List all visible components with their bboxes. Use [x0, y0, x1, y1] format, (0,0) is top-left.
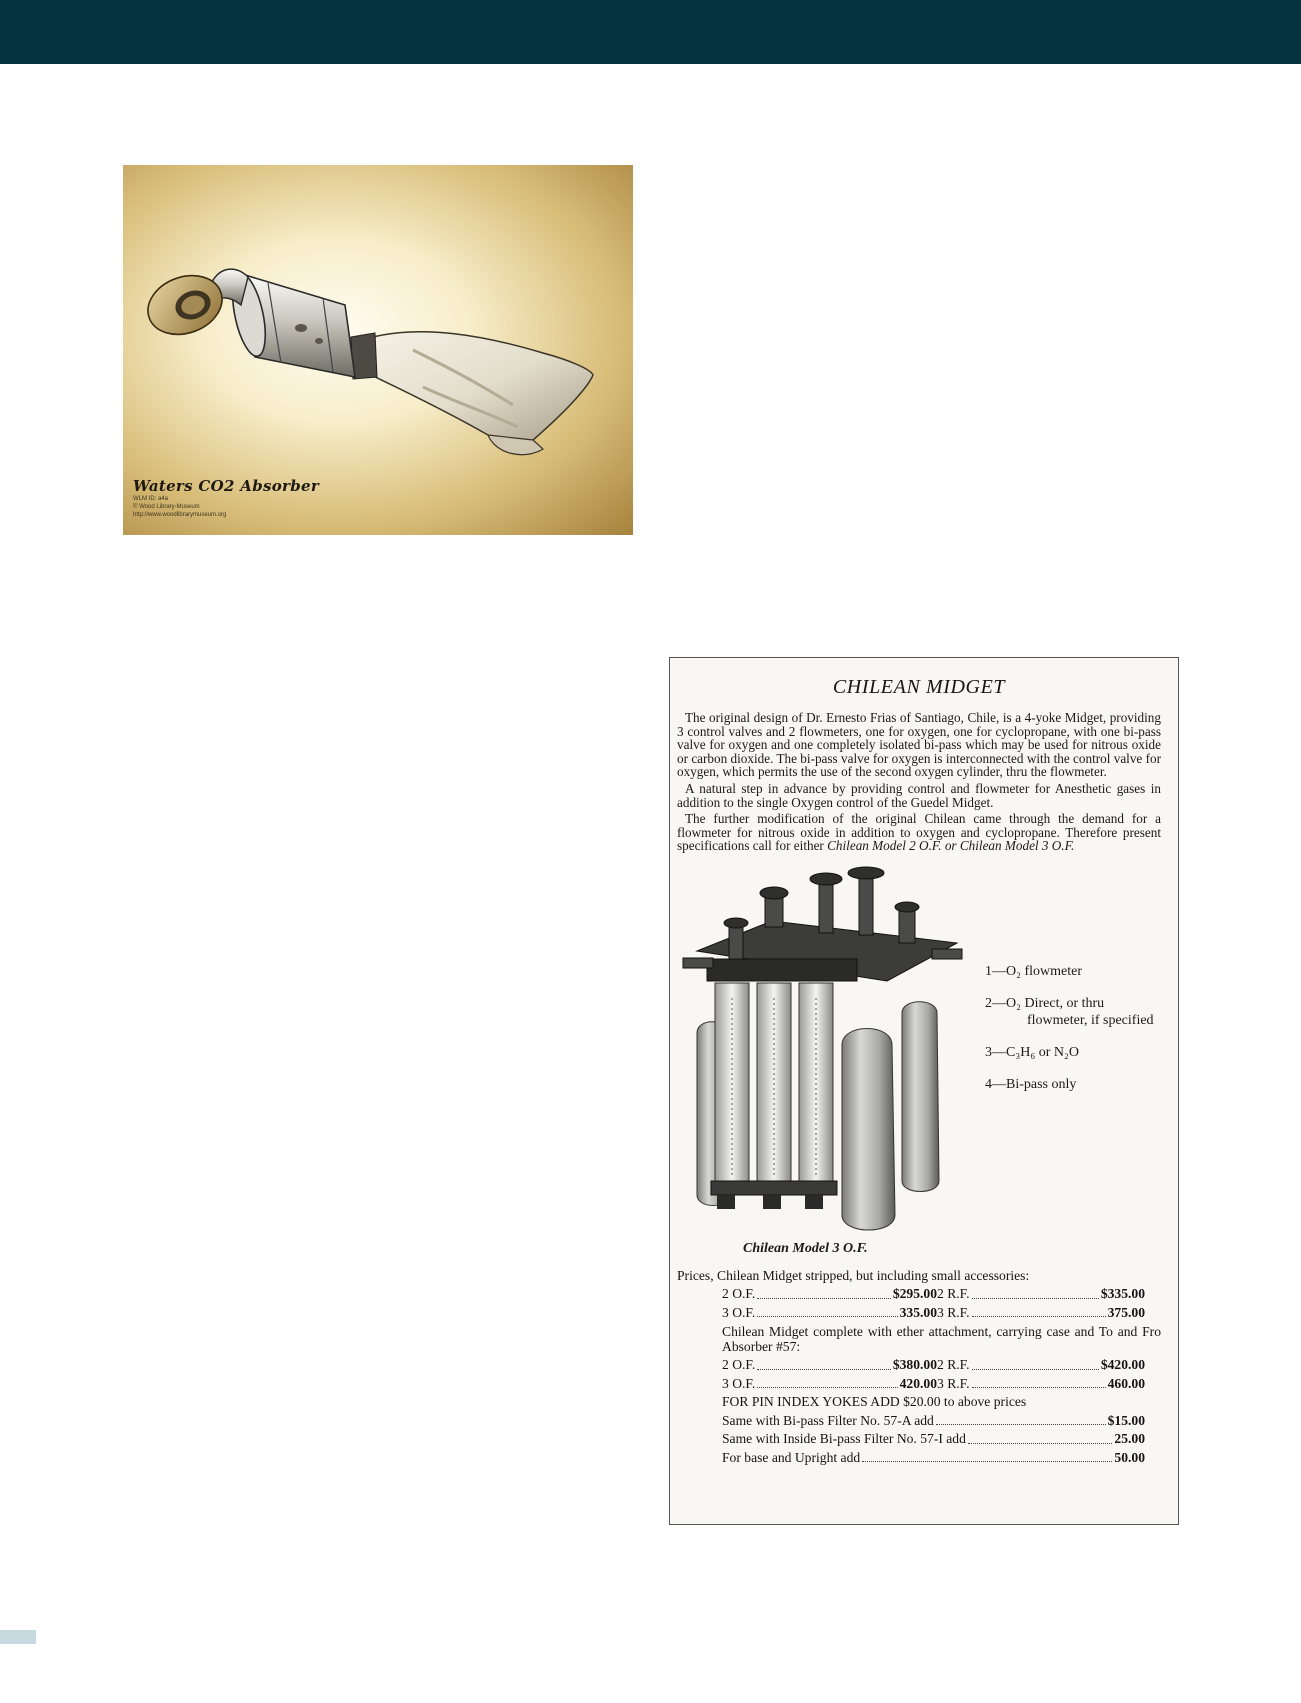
extra-row	[677, 1430, 1145, 1449]
illustration-meta-copyright: © Wood Library-Museum	[133, 504, 200, 510]
pin-index-text: FOR PIN INDEX YOKES ADD $20.00 to above prices	[722, 1394, 1027, 1410]
extra-label: Same with Inside Bi-pass Filter No. 57-I add	[722, 1431, 966, 1447]
price-row	[677, 1304, 1161, 1323]
price-value: $380.00	[892, 1357, 937, 1373]
extra-label: For base and Upright add	[722, 1449, 861, 1465]
catalog-title: CHILEAN MIDGET	[832, 676, 1006, 698]
header-bar	[0, 0, 1301, 64]
extra-value: 50.00	[1114, 1449, 1145, 1465]
figure-legend	[985, 963, 1155, 1108]
pin-index-note	[677, 1393, 1145, 1412]
extra-row	[677, 1449, 1145, 1468]
legend-item: 2—O₂ Direct, or thru flowmeter, if specified	[985, 995, 1154, 1028]
catalog-paragraph-text: The further modification of the original Chilean came through the demand for a flowmeter for nitrous oxide in addition to oxygen and cyclopropane. Therefore present specifications call for either	[677, 811, 1161, 854]
price-label: 3 R.F.	[937, 1375, 970, 1391]
price-row	[677, 1356, 1161, 1375]
chilean-midget-drawing	[677, 863, 977, 1243]
catalog-page	[669, 657, 1179, 1525]
price-label: 2 R.F.	[937, 1286, 970, 1302]
illustration-meta-id: WLM ID: a4a	[133, 496, 169, 502]
machine-figure	[677, 863, 1161, 1265]
price-label: 2 R.F.	[937, 1357, 970, 1373]
prices-intro: Prices, Chilean Midget stripped, but including small accessories:	[677, 1267, 1030, 1283]
price-label: 2 O.F.	[722, 1357, 756, 1373]
legend-item: 3—C₃H₆ or N₂O	[985, 1044, 1079, 1060]
price-label: 3 O.F.	[722, 1375, 756, 1391]
extra-value: 25.00	[1114, 1431, 1145, 1447]
price-list	[677, 1267, 1161, 1468]
figure-caption: Chilean Model 3 O.F.	[743, 1240, 868, 1256]
price-label: 2 O.F.	[722, 1286, 756, 1302]
catalog-paragraph: A natural step in advance by providing control and flowmeter for Anesthetic gases in addition to the single Oxygen control of the Guedel Midget.	[677, 780, 1161, 810]
page-corner-tab	[0, 1630, 36, 1644]
price-value: 375.00	[1107, 1304, 1145, 1320]
catalog-model-names: Chilean Model 2 O.F. or Chilean Model 3 O.F.	[827, 838, 1075, 854]
legend-item: 1—O₂ flowmeter	[985, 963, 1083, 979]
price-value: $295.00	[892, 1286, 937, 1302]
price-value: 420.00	[899, 1375, 937, 1391]
price-label: 3 R.F.	[937, 1304, 970, 1320]
catalog-paragraph	[677, 812, 1161, 853]
price-row	[677, 1375, 1161, 1394]
price-value: $335.00	[1100, 1286, 1145, 1302]
extra-row	[677, 1412, 1145, 1431]
illustration-meta-url: http://www.woodlibrarymuseum.org	[133, 512, 227, 518]
illustration-waters-absorber	[123, 165, 633, 535]
legend-item: 4—Bi-pass only	[985, 1076, 1077, 1092]
price-value: $420.00	[1100, 1357, 1145, 1373]
complete-note: Chilean Midget complete with ether attachment, carrying case and To and Fro Absorber #57:	[722, 1324, 1161, 1355]
illustration-caption	[133, 477, 319, 519]
price-value: 335.00	[899, 1304, 937, 1320]
extra-label: Same with Bi-pass Filter No. 57-A add	[722, 1412, 934, 1428]
price-label: 3 O.F.	[722, 1304, 756, 1320]
extra-value: $15.00	[1107, 1412, 1145, 1428]
price-row	[677, 1285, 1161, 1304]
catalog-paragraph: The original design of Dr. Ernesto Frias of Santiago, Chile, is a 4-yoke Midget, providing 3 control valves and 2 flowmeters, one for oxygen, one for cyclopropane, with one bi-pass valve for oxygen and one completely isolated bi-pass which may be used for nitrous oxide or carbon dioxide. The bi-pass valve for oxygen is interconnected with the control valve for oxygen, which permits the use of the second oxygen cylinder, thru the flowmeter.	[677, 710, 1161, 780]
price-value: 460.00	[1107, 1375, 1145, 1391]
illustration-title: Waters CO2 Absorber	[133, 477, 320, 495]
